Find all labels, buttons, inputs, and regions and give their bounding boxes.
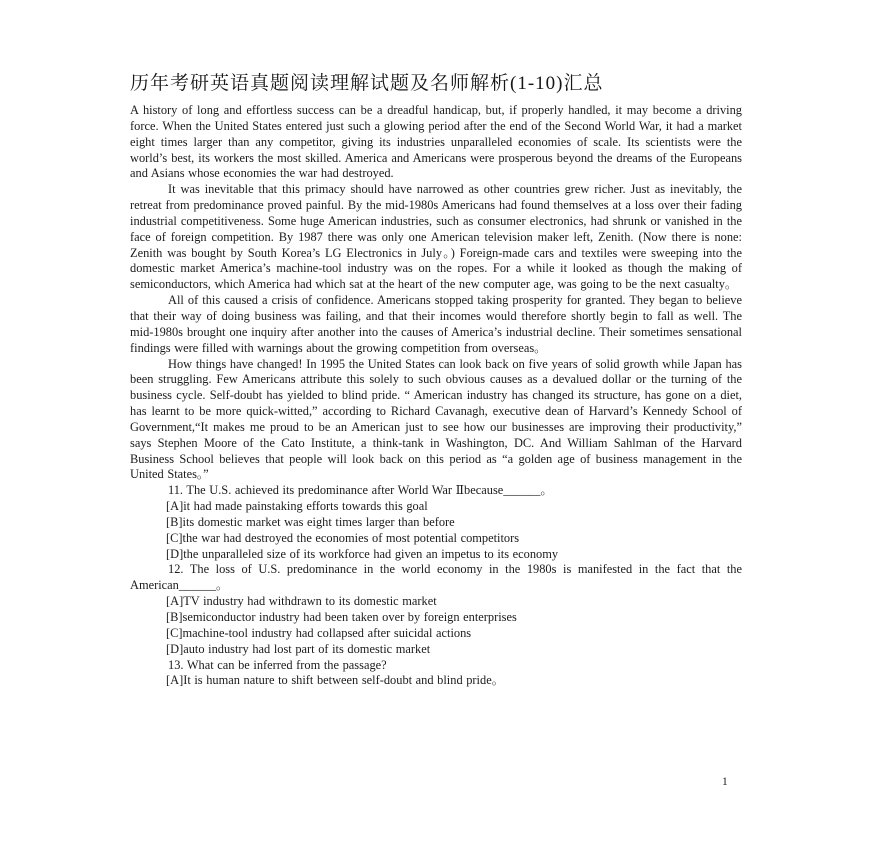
question-11-option-c: [C]the war had destroyed the economies of most potential competitors [166,530,520,545]
passage-paragraph-2: It was inevitable that this primacy should have narrowed as other countries grew richer. Just as inevitably, the retreat from predominance proved painful. By the mid-1980s Americans had found themselves at a loss over their fading industrial competitiveness. Some huge American industries, such as consumer electronics, had shrunk or vanished in the face of foreign competition. By 1987 there was only one American television maker left, Zenith. (Now there is none: Zenith was bought by South Korea’s LG Electronics in July。) Foreign-made cars and textiles were sweeping into the domestic market America’s machine-tool industry was on the ropes. For a while it looked as though the making of semiconductors, which America had which sat at the heart of the new computer age, was going to be the next casualty。 [130,182,742,292]
question-12-option-b: [B]semiconductor industry had been taken over by foreign enterprises [166,610,517,624]
passage-paragraph-3: All of this caused a crisis of confidence. Americans stopped taking prosperity for granted. They began to believe that their way of doing business was failing, and that their incomes would therefore shortly begin to fall as well. The mid-1980s brought one inquiry after another into the causes of America’s industrial decline. Their sometimes sensational findings were filled with warnings about the growing competition from overseas。 [130,293,742,355]
question-11-option-b: [B]its domestic market was eight times larger than before [166,514,455,529]
question-12-option-d: [D]auto industry had lost part of its domestic market [166,641,431,656]
question-11-option-a: [A]it had made painstaking efforts towards this goal [166,499,428,514]
question-stem-11: 11. The U.S. achieved its predominance after World War Ⅱbecause______。 [168,483,553,498]
question-11-option-d: [D]the unparalleled size of its workforce had given an impetus to its economy [166,546,559,561]
question-stem-13: 13. What can be inferred from the passage? [168,657,387,672]
question-12-option-a: [A]TV industry had withdrawn to its domestic market [166,594,437,609]
question-stem-12: 12. The loss of U.S. predominance in the world economy in the 1980s is manifested in the fact that the American______。 [130,562,742,593]
document-content [130,72,742,689]
question-13-option-a: [A]It is human nature to shift between self-doubt and blind pride。 [166,673,505,688]
passage-paragraph-1: A history of long and effortless success can be a dreadful handicap, but, if properly handled, it may become a driving force. When the United States entered just such a glowing period after the end of the Second World War, it had a market eight times larger than any competitor, giving its industries unparalleled economies of scale. Its scientists were the world’s best, its workers the most skilled. America and Americans were prosperous beyond the dreams of the Europeans and Asians whose economies the war had destroyed. [130,103,742,181]
page-number: 1 [722,776,728,788]
passage-paragraph-4: How things have changed! In 1995 the United States can look back on five years of solid growth while Japan has been struggling. Few Americans attribute this solely to such obvious causes as a devalued dollar or the turning of the business cycle. Self-doubt has yielded to blind pride. “ American industry has changed its structure, has gone on a diet, has learnt to be more quick-witted,” according to Richard Cavanagh, executive dean of Harvard’s Kennedy School of Government,“It makes me proud to be an American just to see how our businesses are improving their productivity,” says Stephen Moore of the Cato Institute, a think-tank in Washington, DC. And William Sahlman of the Harvard Business School believes that people will look back on this period as “a golden age of business management in the United States。” [130,356,742,482]
document-title: 历年考研英语真题阅读理解试题及名师解析(1-10)汇总 [130,73,604,94]
question-12-option-c: [C]machine-tool industry had collapsed after suicidal actions [166,625,472,640]
